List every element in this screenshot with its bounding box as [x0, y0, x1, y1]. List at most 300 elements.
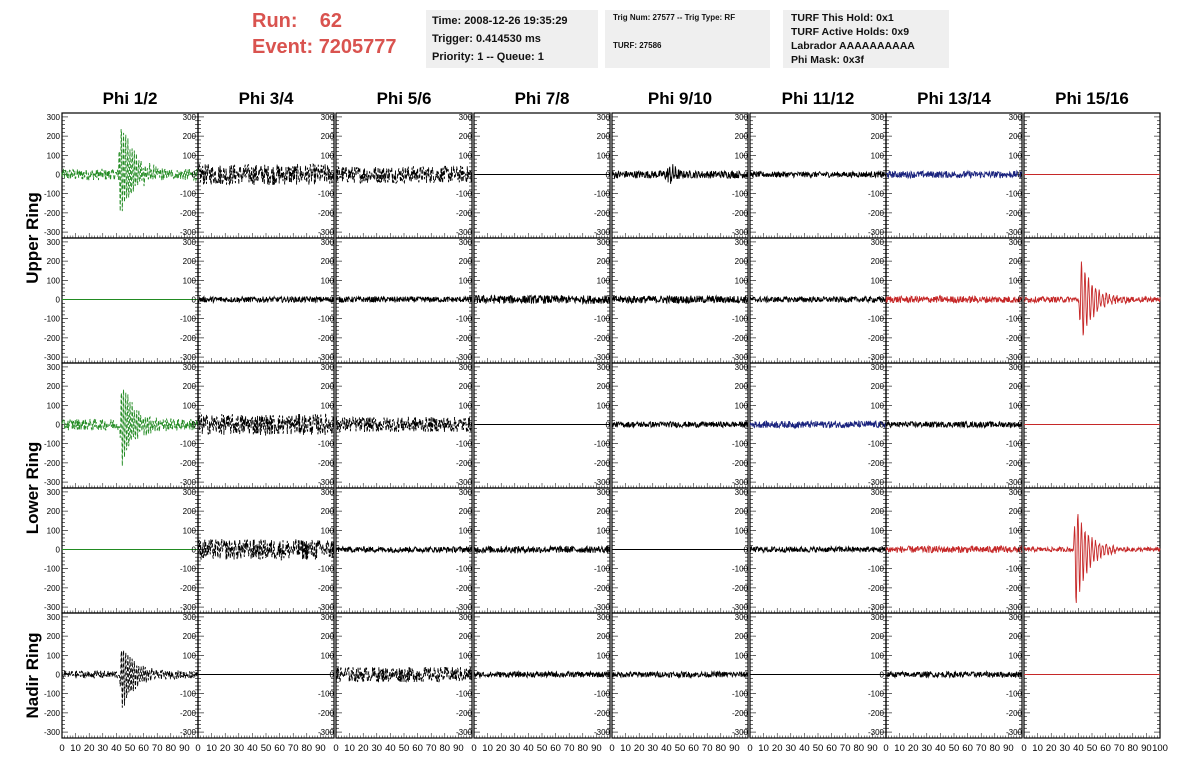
y-tick-label: 0	[467, 295, 472, 305]
waveform-trace	[750, 421, 886, 428]
y-tick-label: 300	[596, 112, 610, 122]
x-tick-label: 80	[1127, 743, 1139, 754]
y-tick-label: 200	[870, 507, 884, 517]
y-tick-label: 200	[734, 132, 748, 142]
y-tick-label: 0	[467, 545, 472, 555]
y-tick-label: 300	[1008, 237, 1022, 247]
y-tick-label: 300	[870, 612, 884, 622]
x-tick-label: 10	[482, 743, 493, 754]
y-tick-label: 200	[458, 632, 472, 642]
x-tick-label: 60	[962, 743, 973, 754]
y-tick-label: 200	[1008, 382, 1022, 392]
y-tick-label: 100	[870, 151, 884, 161]
y-tick-label: 0	[55, 670, 60, 680]
y-tick-label: -100	[731, 439, 748, 449]
waveform-trace	[198, 164, 334, 185]
y-tick-label: 100	[458, 526, 472, 536]
y-tick-label: 100	[458, 651, 472, 661]
y-tick-label: -200	[43, 708, 60, 718]
y-tick-label: -200	[455, 708, 472, 718]
y-tick-label: -100	[43, 564, 60, 574]
y-tick-label: 100	[182, 276, 196, 286]
x-tick-label: 0	[883, 743, 889, 754]
y-tick-label: 0	[329, 545, 334, 555]
y-tick-label: 200	[46, 632, 60, 642]
y-tick-label: 300	[458, 112, 472, 122]
phi-column-header: Phi 1/2	[102, 89, 158, 108]
y-tick-label: -200	[317, 458, 334, 468]
y-tick-label: -300	[731, 353, 748, 363]
y-tick-label: 100	[870, 651, 884, 661]
y-tick-label: 0	[879, 420, 884, 430]
y-tick-label: 100	[1008, 401, 1022, 411]
y-tick-label: 0	[743, 670, 748, 680]
y-tick-label: 100	[734, 526, 748, 536]
run-value: 62	[319, 10, 343, 32]
y-tick-label: -300	[455, 478, 472, 488]
x-tick-label: 60	[688, 743, 699, 754]
y-tick-label: -100	[867, 189, 884, 199]
y-tick-label: 100	[870, 401, 884, 411]
x-tick-label: 20	[907, 743, 919, 754]
y-tick-label: 200	[734, 507, 748, 517]
x-tick-label: 30	[97, 743, 109, 754]
y-tick-label: -100	[317, 439, 334, 449]
y-tick-label: 200	[870, 257, 884, 267]
y-tick-label: -100	[455, 439, 472, 449]
y-tick-label: 100	[870, 276, 884, 286]
x-tick-label: 60	[550, 743, 561, 754]
panel-frame	[62, 238, 198, 363]
y-tick-label: -200	[43, 333, 60, 343]
y-tick-label: -100	[1005, 689, 1022, 699]
y-tick-label: 200	[596, 507, 610, 517]
y-tick-label: -100	[179, 314, 196, 324]
x-tick-label: 0	[609, 743, 615, 754]
y-tick-label: -300	[1005, 478, 1022, 488]
y-tick-label: -300	[43, 228, 60, 238]
y-tick-label: -100	[731, 564, 748, 574]
y-tick-label: -200	[593, 208, 610, 218]
y-tick-label: -100	[593, 189, 610, 199]
panel-frame	[1024, 613, 1160, 738]
y-tick-label: 0	[1017, 420, 1022, 430]
y-tick-label: 100	[46, 651, 60, 661]
y-tick-label: 300	[46, 487, 60, 497]
x-tick-label: 40	[247, 743, 258, 754]
y-tick-label: -100	[731, 189, 748, 199]
y-tick-label: 0	[55, 420, 60, 430]
y-tick-label: -100	[455, 564, 472, 574]
y-tick-label: 300	[596, 612, 610, 622]
y-tick-label: -200	[455, 208, 472, 218]
y-tick-label: 0	[879, 170, 884, 180]
y-tick-label: 300	[1008, 362, 1022, 372]
x-tick-label: 10	[894, 743, 905, 754]
y-tick-label: -200	[731, 333, 748, 343]
y-tick-label: 300	[458, 237, 472, 247]
y-tick-label: -300	[179, 728, 196, 738]
y-tick-label: -100	[317, 314, 334, 324]
x-tick-label: 70	[287, 743, 299, 754]
x-tick-label: 20	[771, 743, 783, 754]
y-tick-label: -200	[317, 208, 334, 218]
y-tick-label: 0	[743, 545, 748, 555]
waveform-trace	[886, 546, 1022, 553]
x-tick-label: 20	[633, 743, 645, 754]
x-tick-label: 80	[439, 743, 451, 754]
y-tick-label: 0	[191, 545, 196, 555]
panel-frame	[750, 613, 886, 738]
y-tick-label: -200	[867, 708, 884, 718]
y-tick-label: -100	[1005, 564, 1022, 574]
y-tick-label: 100	[596, 651, 610, 661]
waveform-trace	[336, 417, 472, 432]
waveform-trace	[62, 129, 198, 211]
y-tick-label: -300	[179, 353, 196, 363]
x-tick-label: 0	[59, 743, 65, 754]
waveform-trace	[886, 672, 1022, 678]
panel-frame	[474, 113, 610, 238]
y-tick-label: 100	[458, 151, 472, 161]
y-tick-label: -200	[867, 208, 884, 218]
panel-frame	[612, 488, 748, 613]
y-tick-label: -200	[43, 583, 60, 593]
x-tick-label: 20	[495, 743, 507, 754]
phi-mask-text: Phi Mask: 0x3f	[791, 54, 864, 66]
turf-num-text: TURF: 27586	[613, 41, 662, 50]
x-tick-label: 10	[206, 743, 217, 754]
y-tick-label: 100	[596, 276, 610, 286]
y-tick-label: -300	[1005, 728, 1022, 738]
turf-active-holds-text: TURF Active Holds: 0x9	[791, 26, 910, 38]
y-tick-label: 300	[458, 612, 472, 622]
panel-frame	[198, 613, 334, 738]
x-tick-label: 90	[591, 743, 602, 754]
priority-text: Priority: 1 -- Queue: 1	[432, 51, 544, 63]
y-tick-label: -100	[317, 189, 334, 199]
x-tick-label: 50	[536, 743, 548, 754]
y-tick-label: 300	[870, 112, 884, 122]
y-tick-label: 200	[1008, 132, 1022, 142]
y-tick-label: 100	[734, 651, 748, 661]
x-tick-label: 30	[371, 743, 383, 754]
y-tick-label: 0	[467, 420, 472, 430]
waveform-trace	[198, 414, 334, 435]
y-tick-label: -100	[179, 689, 196, 699]
y-tick-label: -100	[867, 439, 884, 449]
x-tick-label: 20	[357, 743, 369, 754]
y-tick-label: -200	[179, 208, 196, 218]
x-tick-label: 50	[398, 743, 410, 754]
y-tick-label: 0	[605, 420, 610, 430]
y-tick-label: -200	[179, 333, 196, 343]
y-tick-label: 200	[182, 382, 196, 392]
y-tick-label: 300	[870, 237, 884, 247]
x-tick-label: 90	[453, 743, 464, 754]
waveform-trace	[336, 166, 472, 183]
y-tick-label: 200	[320, 632, 334, 642]
x-tick-label: 50	[1086, 743, 1098, 754]
x-tick-label: 70	[975, 743, 987, 754]
y-tick-label: -200	[593, 333, 610, 343]
x-tick-label: 70	[701, 743, 713, 754]
x-tick-label: 70	[151, 743, 163, 754]
y-tick-label: -100	[455, 689, 472, 699]
y-tick-label: -300	[455, 228, 472, 238]
y-tick-label: -100	[731, 689, 748, 699]
y-tick-label: 300	[734, 487, 748, 497]
waveform-trace	[336, 297, 472, 303]
y-tick-label: 0	[605, 295, 610, 305]
ring-label: Lower Ring	[23, 441, 42, 535]
y-tick-label: 300	[734, 362, 748, 372]
y-tick-label: -100	[1005, 189, 1022, 199]
y-tick-label: 200	[46, 382, 60, 392]
x-tick-label: 80	[577, 743, 589, 754]
y-tick-label: 300	[182, 112, 196, 122]
waveform-trace	[612, 296, 748, 304]
x-tick-label: 80	[853, 743, 865, 754]
x-tick-label: 0	[747, 743, 753, 754]
phi-column-header: Phi 15/16	[1055, 89, 1129, 108]
waveform-trace	[198, 297, 334, 303]
phi-column-header: Phi 7/8	[514, 89, 570, 108]
y-tick-label: -100	[317, 689, 334, 699]
y-tick-label: 300	[182, 612, 196, 622]
x-tick-label: 40	[799, 743, 810, 754]
x-tick-label: 70	[839, 743, 851, 754]
y-tick-label: 200	[458, 507, 472, 517]
waveform-trace	[750, 172, 886, 178]
y-tick-label: 200	[870, 132, 884, 142]
y-tick-label: 300	[182, 237, 196, 247]
x-tick-label: 20	[219, 743, 231, 754]
x-tick-label: 100	[1152, 743, 1168, 754]
y-tick-label: 300	[1008, 112, 1022, 122]
y-tick-label: 100	[320, 651, 334, 661]
waveform-trace	[474, 672, 610, 678]
y-tick-label: 0	[329, 420, 334, 430]
y-tick-label: 100	[320, 276, 334, 286]
x-tick-label: 30	[647, 743, 659, 754]
y-tick-label: -100	[593, 439, 610, 449]
y-tick-label: -200	[593, 583, 610, 593]
y-tick-label: 200	[1008, 632, 1022, 642]
y-tick-label: 300	[734, 237, 748, 247]
x-tick-label: 30	[509, 743, 521, 754]
y-tick-label: -300	[593, 728, 610, 738]
y-tick-label: -100	[43, 314, 60, 324]
y-tick-label: 0	[55, 545, 60, 555]
y-tick-label: 100	[734, 151, 748, 161]
y-tick-label: 0	[467, 670, 472, 680]
x-tick-label: 0	[195, 743, 201, 754]
x-tick-label: 60	[138, 743, 149, 754]
y-tick-label: 200	[46, 507, 60, 517]
y-tick-label: 200	[596, 382, 610, 392]
y-tick-label: 200	[182, 257, 196, 267]
y-tick-label: 0	[743, 295, 748, 305]
y-tick-label: 200	[182, 632, 196, 642]
y-tick-label: -300	[317, 353, 334, 363]
y-tick-label: -300	[593, 603, 610, 613]
y-tick-label: -300	[179, 228, 196, 238]
y-tick-label: -200	[455, 333, 472, 343]
y-tick-label: 100	[458, 401, 472, 411]
x-tick-label: 50	[260, 743, 272, 754]
x-tick-label: 40	[661, 743, 672, 754]
y-tick-label: -300	[593, 353, 610, 363]
event-label: Event:	[252, 36, 314, 58]
y-tick-label: 300	[596, 487, 610, 497]
y-tick-label: 0	[467, 170, 472, 180]
waveform-trace	[1024, 514, 1160, 603]
y-tick-label: 300	[320, 487, 334, 497]
y-tick-label: 300	[182, 487, 196, 497]
y-tick-label: 0	[55, 170, 60, 180]
y-tick-label: 0	[329, 170, 334, 180]
y-tick-label: 200	[596, 257, 610, 267]
y-tick-label: -100	[43, 439, 60, 449]
panel-frame	[198, 363, 334, 488]
y-tick-label: -300	[1005, 353, 1022, 363]
y-tick-label: 0	[879, 545, 884, 555]
y-tick-label: -300	[43, 478, 60, 488]
y-tick-label: 100	[46, 526, 60, 536]
y-tick-label: 100	[182, 651, 196, 661]
x-tick-label: 90	[729, 743, 740, 754]
y-tick-label: 0	[329, 295, 334, 305]
y-tick-label: 200	[458, 382, 472, 392]
y-tick-label: 200	[734, 257, 748, 267]
y-tick-label: 200	[46, 257, 60, 267]
x-tick-label: 50	[674, 743, 686, 754]
y-tick-label: -100	[43, 189, 60, 199]
y-tick-label: -200	[867, 583, 884, 593]
y-tick-label: 0	[1017, 170, 1022, 180]
y-tick-label: 300	[46, 112, 60, 122]
panel-frame	[62, 488, 198, 613]
y-tick-label: -200	[731, 708, 748, 718]
x-tick-label: 80	[301, 743, 313, 754]
y-tick-label: 300	[320, 362, 334, 372]
y-tick-label: 100	[182, 526, 196, 536]
y-tick-label: -200	[43, 208, 60, 218]
y-tick-label: 100	[46, 151, 60, 161]
y-tick-label: 100	[182, 401, 196, 411]
waveform-trace	[474, 295, 610, 303]
y-tick-label: 100	[596, 151, 610, 161]
x-tick-label: 40	[385, 743, 396, 754]
y-tick-label: -100	[43, 689, 60, 699]
x-tick-label: 10	[70, 743, 81, 754]
y-tick-label: -200	[731, 458, 748, 468]
y-tick-label: -200	[455, 458, 472, 468]
x-tick-label: 90	[1003, 743, 1014, 754]
x-tick-label: 40	[1073, 743, 1084, 754]
x-tick-label: 10	[620, 743, 631, 754]
y-tick-label: 300	[596, 362, 610, 372]
y-tick-label: 300	[458, 487, 472, 497]
y-tick-label: -100	[179, 439, 196, 449]
y-tick-label: 0	[191, 670, 196, 680]
y-tick-label: -100	[867, 564, 884, 574]
y-tick-label: 200	[596, 632, 610, 642]
y-tick-label: -200	[179, 708, 196, 718]
waveform-trace	[62, 390, 198, 466]
waveform-trace	[612, 164, 748, 184]
run-label: Run:	[252, 10, 298, 32]
y-tick-label: -200	[731, 583, 748, 593]
y-tick-label: 0	[879, 295, 884, 305]
y-tick-label: -300	[867, 228, 884, 238]
y-tick-label: 200	[458, 132, 472, 142]
waveform-trace	[886, 296, 1022, 303]
labrador-text: Labrador AAAAAAAAAA	[791, 40, 915, 52]
y-tick-label: -300	[867, 603, 884, 613]
y-tick-label: 100	[46, 401, 60, 411]
panel-frame	[1024, 363, 1160, 488]
y-tick-label: -300	[317, 478, 334, 488]
waveform-trace	[750, 547, 886, 553]
waveform-trace	[62, 651, 198, 708]
waveform-trace	[336, 547, 472, 553]
y-tick-label: -100	[593, 689, 610, 699]
y-tick-label: 100	[596, 526, 610, 536]
x-tick-label: 60	[412, 743, 423, 754]
waveform-trace	[198, 539, 334, 560]
x-tick-label: 30	[233, 743, 245, 754]
y-tick-label: -200	[317, 708, 334, 718]
y-tick-label: 300	[46, 362, 60, 372]
y-tick-label: -200	[317, 333, 334, 343]
x-tick-label: 0	[333, 743, 339, 754]
y-tick-label: -300	[43, 603, 60, 613]
panel-frame	[1024, 488, 1160, 613]
y-tick-label: -300	[317, 228, 334, 238]
y-tick-label: 300	[46, 237, 60, 247]
y-tick-label: 100	[1008, 526, 1022, 536]
x-tick-label: 40	[523, 743, 534, 754]
y-tick-label: 0	[743, 420, 748, 430]
y-tick-label: 100	[320, 401, 334, 411]
y-tick-label: 0	[191, 170, 196, 180]
y-tick-label: -200	[731, 208, 748, 218]
y-tick-label: 100	[46, 276, 60, 286]
y-tick-label: 200	[870, 382, 884, 392]
y-tick-label: -300	[455, 603, 472, 613]
y-tick-label: 300	[1008, 487, 1022, 497]
y-tick-label: 0	[879, 670, 884, 680]
y-tick-label: 0	[1017, 295, 1022, 305]
y-tick-label: -100	[455, 189, 472, 199]
y-tick-label: -100	[179, 189, 196, 199]
x-tick-label: 0	[471, 743, 477, 754]
y-tick-label: 300	[734, 112, 748, 122]
trigger-text: Trigger: 0.414530 ms	[432, 33, 541, 45]
y-tick-label: -300	[593, 478, 610, 488]
y-tick-label: 200	[320, 382, 334, 392]
y-tick-label: -200	[179, 583, 196, 593]
y-tick-label: -300	[731, 478, 748, 488]
waveform-trace	[612, 672, 748, 678]
y-tick-label: -300	[731, 228, 748, 238]
y-tick-label: -300	[43, 728, 60, 738]
y-tick-label: -300	[867, 478, 884, 488]
waveform-trace	[474, 546, 610, 553]
y-tick-label: 200	[870, 632, 884, 642]
